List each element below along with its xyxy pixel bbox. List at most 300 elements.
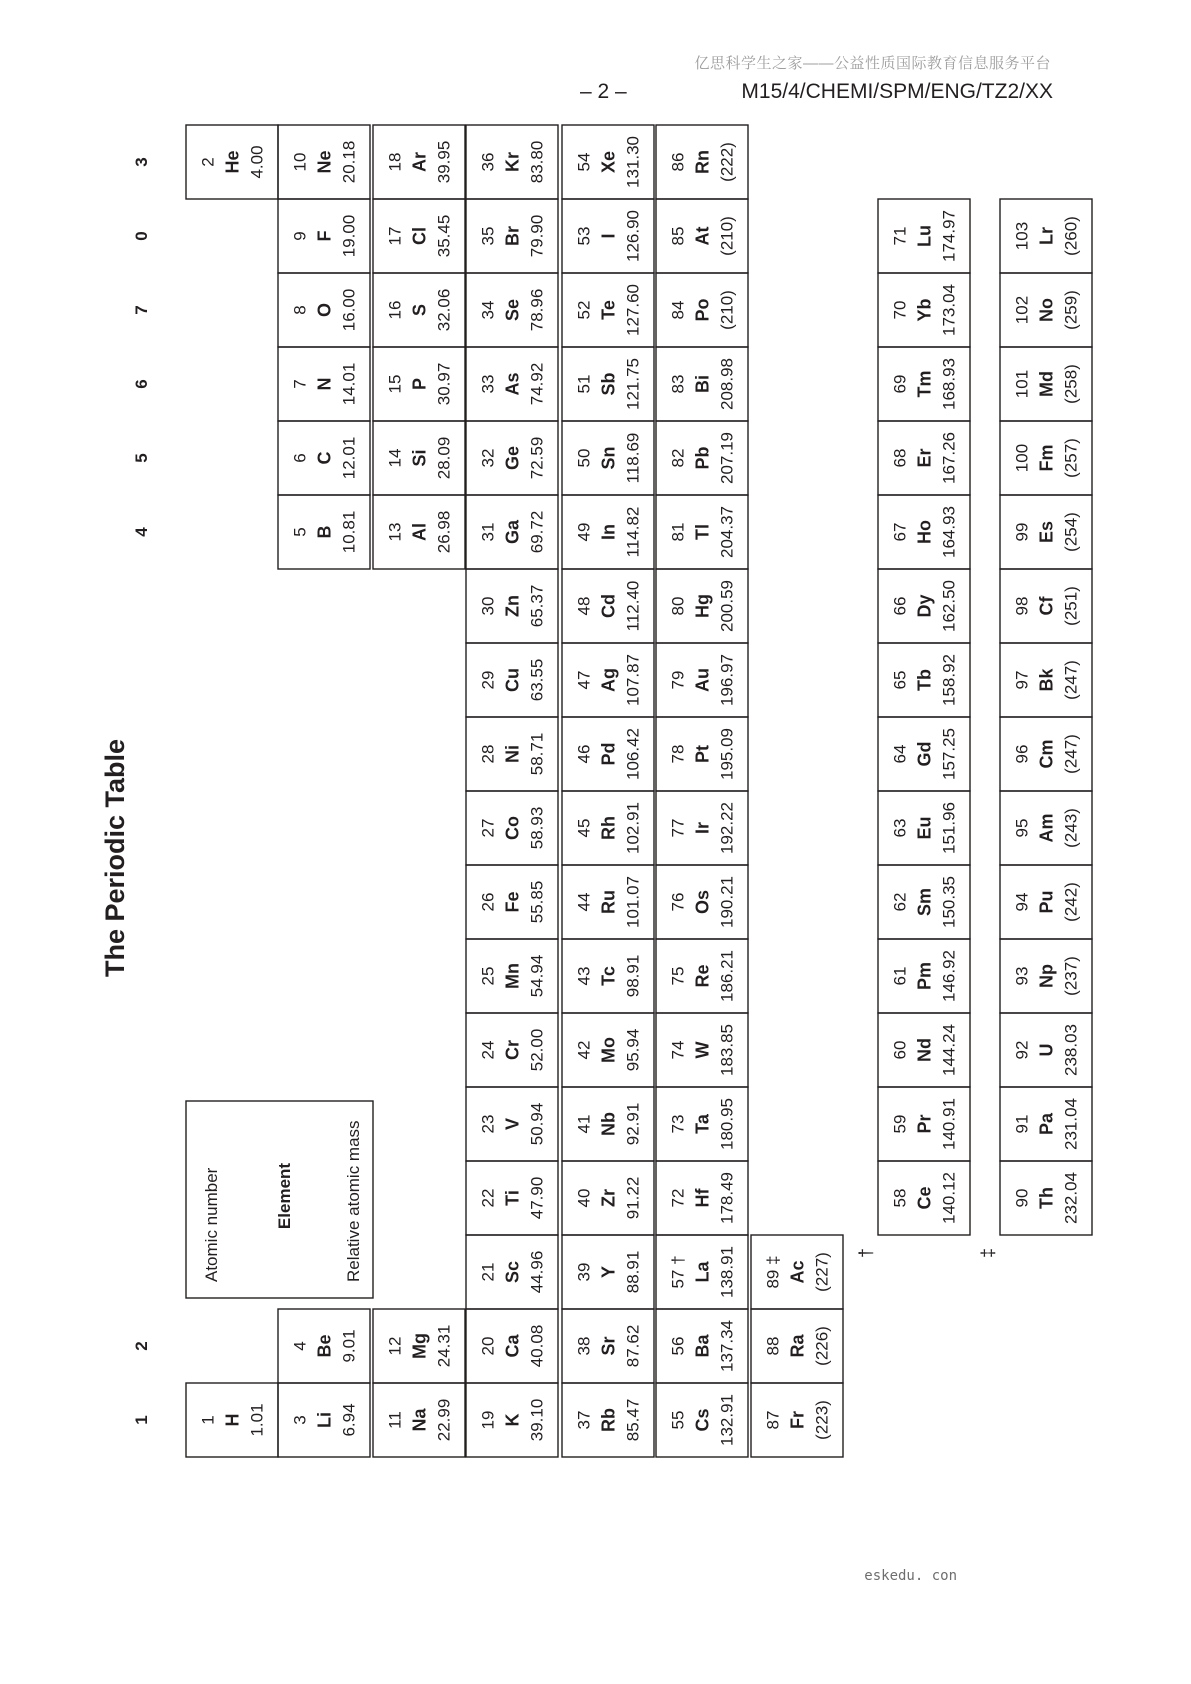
element-cell <box>878 1087 970 1161</box>
element-symbol: Fr <box>787 1411 808 1429</box>
element-cell <box>466 1013 558 1087</box>
atomic-mass: 186.21 <box>717 950 737 1002</box>
element-cell <box>656 1161 748 1235</box>
atomic-mass: (260) <box>1061 216 1081 256</box>
atomic-number: 82 <box>668 448 688 468</box>
atomic-number: 80 <box>668 596 688 616</box>
atomic-mass: 39.10 <box>527 1398 547 1442</box>
element-symbol: Zn <box>502 595 523 617</box>
atomic-mass: 10.81 <box>339 510 359 554</box>
atomic-mass: 192.22 <box>717 802 737 854</box>
atomic-number: 28 <box>478 744 498 764</box>
atomic-number: 48 <box>574 596 594 616</box>
element-symbol: Ba <box>692 1334 713 1358</box>
footnote-mark: ‡ <box>978 1247 998 1259</box>
atomic-number: 75 <box>668 966 688 986</box>
atomic-mass: 131.30 <box>623 136 643 188</box>
element-cell <box>656 199 748 273</box>
atomic-mass: 126.90 <box>623 210 643 262</box>
element-cell <box>278 1309 370 1383</box>
element-symbol: Am <box>1036 813 1057 843</box>
element-cell <box>1000 939 1092 1013</box>
element-symbol: Es <box>1036 520 1057 544</box>
element-symbol: Pr <box>914 1114 935 1134</box>
atomic-mass: 138.91 <box>717 1246 737 1298</box>
element-symbol: Xe <box>598 150 619 174</box>
element-cell <box>562 273 654 347</box>
element-cell <box>373 273 465 347</box>
element-symbol: Pu <box>1036 890 1057 914</box>
element-cell <box>466 865 558 939</box>
atomic-mass: (227) <box>812 1252 832 1292</box>
element-symbol: Ca <box>502 1334 523 1358</box>
element-symbol: Ge <box>502 445 523 471</box>
atomic-mass: 63.55 <box>527 658 547 702</box>
element-cell <box>878 717 970 791</box>
element-cell <box>1000 791 1092 865</box>
group-label: 1 <box>132 1415 151 1425</box>
element-symbol: Te <box>598 300 619 320</box>
atomic-mass: 9.01 <box>339 1329 359 1363</box>
atomic-number: 16 <box>385 300 405 320</box>
atomic-number: 77 <box>668 818 688 838</box>
element-cell <box>656 421 748 495</box>
element-cell <box>562 717 654 791</box>
element-symbol: Bk <box>1036 668 1057 692</box>
atomic-number: 38 <box>574 1336 594 1356</box>
atomic-number: 21 <box>478 1262 498 1282</box>
element-cell <box>656 1383 748 1457</box>
atomic-mass: 74.92 <box>527 362 547 406</box>
atomic-mass: 183.85 <box>717 1024 737 1076</box>
key-box <box>186 1101 373 1298</box>
element-cell <box>1000 273 1092 347</box>
atomic-number: 58 <box>890 1188 910 1208</box>
atomic-number: 41 <box>574 1114 594 1134</box>
element-symbol: Sn <box>598 446 619 470</box>
element-cell <box>1000 717 1092 791</box>
atomic-number: 20 <box>478 1336 498 1356</box>
atomic-number: 14 <box>385 448 405 468</box>
atomic-number: 65 <box>890 670 910 690</box>
element-cell <box>1000 421 1092 495</box>
atomic-mass: 52.00 <box>527 1028 547 1072</box>
atomic-mass: 158.92 <box>939 654 959 706</box>
document-code: M15/4/CHEMI/SPM/ENG/TZ2/XX <box>741 80 1053 103</box>
element-symbol: Mg <box>409 1333 430 1359</box>
page-title: The Periodic Table <box>100 738 130 978</box>
atomic-number: 4 <box>290 1341 310 1351</box>
atomic-number: 45 <box>574 818 594 838</box>
atomic-mass: 204.37 <box>717 506 737 558</box>
atomic-number: 50 <box>574 448 594 468</box>
element-symbol: Al <box>409 523 430 541</box>
element-symbol: Kr <box>502 151 523 173</box>
element-symbol: Si <box>409 449 430 467</box>
element-symbol: Cf <box>1036 596 1057 616</box>
element-cell <box>562 643 654 717</box>
element-cell <box>878 569 970 643</box>
element-symbol: Na <box>409 1408 430 1432</box>
element-symbol: F <box>314 230 335 242</box>
atomic-number: 12 <box>385 1336 405 1356</box>
element-cell <box>562 421 654 495</box>
atomic-mass: (210) <box>717 290 737 330</box>
element-cell <box>466 1087 558 1161</box>
element-symbol: Ga <box>502 519 523 545</box>
atomic-mass: 58.93 <box>527 806 547 850</box>
atomic-mass: 178.49 <box>717 1172 737 1224</box>
element-symbol: No <box>1036 298 1057 322</box>
atomic-number: 70 <box>890 300 910 320</box>
element-cell <box>562 1087 654 1161</box>
element-cell <box>751 1309 843 1383</box>
atomic-number: 61 <box>890 966 910 986</box>
atomic-number: 99 <box>1012 522 1032 542</box>
element-symbol: Ce <box>914 1186 935 1210</box>
atomic-mass: 162.50 <box>939 580 959 632</box>
element-symbol: I <box>598 233 619 239</box>
element-symbol: Gd <box>914 741 935 767</box>
atomic-number: 26 <box>478 892 498 912</box>
element-symbol: Mn <box>502 963 523 989</box>
element-cell <box>373 1383 465 1457</box>
element-cell <box>1000 1161 1092 1235</box>
element-cell <box>466 717 558 791</box>
element-symbol: K <box>502 1413 523 1427</box>
atomic-number: 69 <box>890 374 910 394</box>
element-symbol: As <box>502 372 523 396</box>
atomic-number: 29 <box>478 670 498 690</box>
atomic-mass: (210) <box>717 216 737 256</box>
atomic-number: 102 <box>1012 295 1032 325</box>
atomic-number: 44 <box>574 892 594 912</box>
atomic-number: 25 <box>478 966 498 986</box>
atomic-mass: 88.91 <box>623 1250 643 1294</box>
element-cell <box>562 1383 654 1457</box>
element-symbol: Md <box>1036 371 1057 397</box>
group-label: 0 <box>132 231 151 241</box>
atomic-mass: (251) <box>1061 586 1081 626</box>
atomic-number: 32 <box>478 448 498 468</box>
element-cell <box>466 939 558 1013</box>
atomic-number: 11 <box>385 1411 405 1429</box>
atomic-number: 90 <box>1012 1188 1032 1208</box>
atomic-mass: 4.00 <box>247 145 267 179</box>
atomic-number: 64 <box>890 744 910 764</box>
atomic-mass: 238.03 <box>1061 1024 1081 1076</box>
element-symbol: Tc <box>598 966 619 986</box>
atomic-mass: 26.98 <box>434 510 454 554</box>
element-cell <box>373 1309 465 1383</box>
element-symbol: W <box>692 1041 713 1059</box>
atomic-mass: 32.06 <box>434 288 454 332</box>
atomic-mass: 40.08 <box>527 1324 547 1368</box>
element-symbol: Nd <box>914 1038 935 1062</box>
atomic-number: 76 <box>668 892 688 912</box>
element-cell <box>562 199 654 273</box>
atomic-number: 42 <box>574 1040 594 1060</box>
atomic-number: 81 <box>668 522 688 542</box>
element-cell <box>562 125 654 199</box>
atomic-mass: 16.00 <box>339 288 359 332</box>
atomic-mass: (254) <box>1061 512 1081 552</box>
element-symbol: Br <box>502 225 523 247</box>
element-symbol: At <box>692 226 713 246</box>
atomic-mass: (226) <box>812 1326 832 1366</box>
element-cell <box>878 1013 970 1087</box>
atomic-number: 74 <box>668 1040 688 1060</box>
element-cell <box>562 791 654 865</box>
atomic-mass: (257) <box>1061 438 1081 478</box>
element-cell <box>656 125 748 199</box>
atomic-number: 85 <box>668 226 688 246</box>
atomic-number: 101 <box>1012 369 1032 399</box>
element-cell <box>656 495 748 569</box>
group-label: 4 <box>132 527 151 537</box>
atomic-mass: 150.35 <box>939 876 959 928</box>
atomic-mass: 30.97 <box>434 362 454 406</box>
atomic-mass: 107.87 <box>623 654 643 706</box>
atomic-mass: 106.42 <box>623 728 643 780</box>
atomic-number: 87 <box>763 1410 783 1430</box>
atomic-number: 49 <box>574 522 594 542</box>
element-symbol: B <box>314 525 335 539</box>
element-cell <box>466 1161 558 1235</box>
atomic-number: 66 <box>890 596 910 616</box>
footnote-marks <box>856 1248 998 1258</box>
atomic-mass: 28.09 <box>434 436 454 480</box>
atomic-mass: (242) <box>1061 882 1081 922</box>
atomic-number: 1 <box>198 1415 218 1425</box>
atomic-mass: 137.34 <box>717 1320 737 1372</box>
element-cell <box>278 125 370 199</box>
element-cell <box>466 791 558 865</box>
atomic-number: 62 <box>890 892 910 912</box>
element-symbol: C <box>314 451 335 465</box>
atomic-number: 36 <box>478 152 498 172</box>
element-cell <box>656 865 748 939</box>
element-symbol: Ni <box>502 745 523 763</box>
element-cell <box>1000 199 1092 273</box>
element-symbol: Ar <box>409 151 430 173</box>
atomic-mass: 58.71 <box>527 732 547 776</box>
atomic-mass: 121.75 <box>623 358 643 410</box>
atomic-mass: 54.94 <box>527 954 547 998</box>
atomic-mass: 95.94 <box>623 1028 643 1072</box>
atomic-number: 23 <box>478 1114 498 1134</box>
atomic-mass: 195.09 <box>717 728 737 780</box>
key-atomic-number-label: Atomic number <box>202 1167 221 1282</box>
atomic-number: 51 <box>574 374 594 394</box>
group-label: 7 <box>132 305 151 315</box>
atomic-mass: 19.00 <box>339 214 359 258</box>
element-symbol: Se <box>502 298 523 322</box>
atomic-number: 39 <box>574 1262 594 1282</box>
atomic-mass: 1.01 <box>247 1403 267 1437</box>
element-symbol: Yb <box>914 298 935 322</box>
atomic-mass: 102.91 <box>623 802 643 854</box>
element-symbol: Ta <box>692 1114 713 1134</box>
element-cell <box>562 1309 654 1383</box>
element-cell <box>1000 643 1092 717</box>
atomic-mass: (222) <box>717 142 737 182</box>
atomic-number: 63 <box>890 818 910 838</box>
group-labels <box>132 157 151 1424</box>
atomic-mass: 151.96 <box>939 802 959 854</box>
atomic-number: 7 <box>290 379 310 389</box>
element-cell <box>656 717 748 791</box>
element-cell <box>1000 347 1092 421</box>
atomic-number: 3 <box>290 1415 310 1425</box>
atomic-mass: 208.98 <box>717 358 737 410</box>
element-symbol: Cm <box>1036 739 1057 769</box>
element-symbol: H <box>222 1413 243 1427</box>
element-cell <box>1000 1087 1092 1161</box>
atomic-number: 59 <box>890 1114 910 1134</box>
element-cell <box>562 569 654 643</box>
atomic-mass: (258) <box>1061 364 1081 404</box>
atomic-mass: 132.91 <box>717 1394 737 1446</box>
atomic-mass: 22.99 <box>434 1398 454 1442</box>
atomic-mass: 232.04 <box>1061 1172 1081 1224</box>
atomic-number: 72 <box>668 1188 688 1208</box>
element-cell <box>466 421 558 495</box>
atomic-number: 35 <box>478 226 498 246</box>
atomic-mass: 83.80 <box>527 140 547 184</box>
key-element-label: Element <box>275 1162 294 1230</box>
element-symbol: Ac <box>787 1260 808 1284</box>
element-cell <box>466 495 558 569</box>
atomic-mass: 180.95 <box>717 1098 737 1150</box>
atomic-mass: 146.92 <box>939 950 959 1002</box>
atomic-mass: 173.04 <box>939 284 959 336</box>
atomic-mass: 114.82 <box>623 506 643 558</box>
atomic-number: 89 ‡ <box>763 1255 783 1289</box>
element-cell <box>466 273 558 347</box>
element-cell <box>278 347 370 421</box>
atomic-mass: 112.40 <box>623 580 643 632</box>
atomic-mass: 140.12 <box>939 1172 959 1224</box>
element-symbol: Cu <box>502 668 523 692</box>
element-symbol: Ag <box>598 668 619 692</box>
atomic-mass: 140.91 <box>939 1098 959 1150</box>
element-cell <box>656 939 748 1013</box>
atomic-mass: 79.90 <box>527 214 547 258</box>
element-cell <box>562 1235 654 1309</box>
element-cell <box>466 125 558 199</box>
element-cell <box>466 643 558 717</box>
atomic-number: 73 <box>668 1114 688 1134</box>
atomic-mass: 14.01 <box>339 362 359 406</box>
atomic-number: 13 <box>385 522 405 542</box>
atomic-mass: 207.19 <box>717 432 737 484</box>
footnote-mark: † <box>856 1247 876 1259</box>
element-symbol: In <box>598 524 619 540</box>
atomic-mass: (243) <box>1061 808 1081 848</box>
element-symbol: Np <box>1036 964 1057 988</box>
atomic-number: 6 <box>290 453 310 463</box>
group-label: 2 <box>132 1341 151 1351</box>
element-symbol: S <box>409 303 430 317</box>
element-cell <box>1000 1013 1092 1087</box>
atomic-mass: 174.97 <box>939 210 959 262</box>
element-symbol: Lr <box>1036 227 1057 245</box>
element-symbol: Th <box>1036 1187 1057 1209</box>
element-symbol: Sm <box>914 887 935 917</box>
atomic-number: 60 <box>890 1040 910 1060</box>
group-label: 6 <box>132 379 151 389</box>
atomic-number: 54 <box>574 152 594 172</box>
element-symbol: Er <box>914 448 935 468</box>
element-cell <box>878 939 970 1013</box>
element-symbol: He <box>222 150 243 174</box>
atomic-number: 52 <box>574 300 594 320</box>
element-symbol: U <box>1036 1043 1057 1057</box>
element-cell <box>278 421 370 495</box>
element-symbol: Dy <box>914 594 935 618</box>
atomic-number: 40 <box>574 1188 594 1208</box>
atomic-number: 92 <box>1012 1040 1032 1060</box>
element-cell <box>656 643 748 717</box>
element-cell <box>751 1383 843 1457</box>
element-cell <box>278 495 370 569</box>
atomic-number: 67 <box>890 522 910 542</box>
element-cell <box>751 1235 843 1309</box>
atomic-number: 68 <box>890 448 910 468</box>
element-symbol: P <box>409 377 430 391</box>
key-mass-label: Relative atomic mass <box>344 1120 363 1282</box>
atomic-number: 15 <box>385 374 405 394</box>
element-cell <box>373 421 465 495</box>
element-symbol: Rb <box>598 1408 619 1432</box>
element-cell <box>878 199 970 273</box>
atomic-number: 30 <box>478 596 498 616</box>
element-symbol: Cd <box>598 594 619 618</box>
atomic-mass: (247) <box>1061 734 1081 774</box>
element-symbol: Rn <box>692 150 713 174</box>
group-label: 5 <box>132 453 151 463</box>
atomic-number: 19 <box>478 1410 498 1430</box>
atomic-mass: 98.91 <box>623 954 643 998</box>
element-cell <box>373 495 465 569</box>
atomic-number: 83 <box>668 374 688 394</box>
element-cell <box>656 1013 748 1087</box>
atomic-number: 71 <box>890 226 910 246</box>
element-symbol: Ne <box>314 150 335 174</box>
atomic-number: 88 <box>763 1336 783 1356</box>
atomic-number: 46 <box>574 744 594 764</box>
element-cell <box>878 865 970 939</box>
atomic-mass: 200.59 <box>717 580 737 632</box>
atomic-mass: 65.37 <box>527 584 547 628</box>
element-symbol: O <box>314 302 335 318</box>
element-cells <box>186 125 1092 1457</box>
page-number: – 2 – <box>580 80 627 103</box>
atomic-number: 17 <box>385 226 405 246</box>
atomic-number: 56 <box>668 1336 688 1356</box>
atomic-mass: 44.96 <box>527 1250 547 1294</box>
element-symbol: V <box>502 1117 523 1131</box>
atomic-mass: 69.72 <box>527 510 547 554</box>
element-symbol: Cr <box>502 1039 523 1061</box>
element-symbol: Eu <box>914 816 935 840</box>
atomic-number: 103 <box>1012 221 1032 251</box>
atomic-mass: 101.07 <box>623 876 643 928</box>
atomic-number: 55 <box>668 1410 688 1430</box>
element-cell <box>878 643 970 717</box>
element-symbol: Ti <box>502 1190 523 1206</box>
